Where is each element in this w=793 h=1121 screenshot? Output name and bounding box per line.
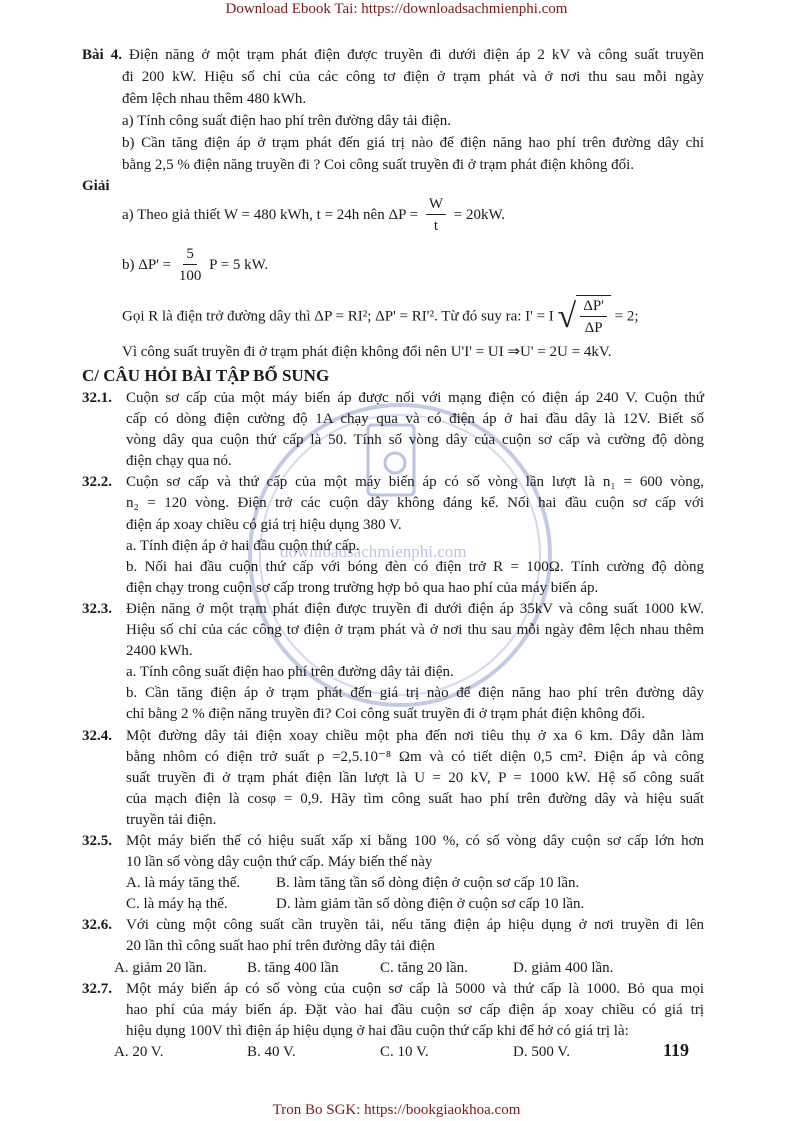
- text-line: 20 lần thì công suất hao phí trên đường dây tải điện: [126, 938, 435, 955]
- text-line: 10 lần số vòng dây cuộn thứ cấp. Máy biến thế này: [126, 854, 433, 871]
- exercise-4: [82, 44, 704, 197]
- exercise-text: Điện năng ở một trạm phát điện được truyền đi dưới điện áp 2 kV và công suất truyền: [129, 47, 704, 63]
- text-line: hao phí của máy biến áp. Đặt vào hai đầu cuộn sơ cấp điện áp xoay chiều có giá trị: [126, 1001, 704, 1018]
- text-line: Cuộn sơ cấp và thứ cấp của một máy biến áp có số vòng lần lượt là n₁ = 600 vòng,: [126, 474, 704, 491]
- page-number: 119: [663, 1040, 690, 1060]
- question-list: [82, 388, 704, 1063]
- answer-option[interactable]: C. là máy hạ thế.: [126, 896, 228, 913]
- text-line: Một máy biến thế có hiệu suất xấp xỉ bằng 100 %, có số vòng dây cuộn sơ cấp lớn hơn: [126, 832, 704, 849]
- question-paragraph: [126, 662, 704, 683]
- answer-option[interactable]: C. 10 V.: [380, 1043, 429, 1060]
- answer-option[interactable]: D. 500 V.: [513, 1043, 570, 1060]
- part-a: a) Tính công suất điện hao phí trên đường dây tải điện.: [122, 113, 452, 129]
- text-line: Điện năng ở một trạm phát điện được truyền đi dưới điện áp 35kV và công suất 1000 kW.: [126, 600, 704, 617]
- text-line: Một máy biến áp có số vòng của cuộn sơ cấp là 5000 và thứ cấp là 1000. Bỏ qua mọi: [126, 980, 704, 997]
- answer-option[interactable]: C. tăng 20 lần.: [380, 959, 468, 976]
- text-line: 2400 kWh.: [126, 643, 193, 660]
- answer-options: [114, 1042, 704, 1063]
- part-b: b) Cần tăng điện áp ở trạm phát đến giá trị nào để điện năng hao phí trên đường dây chỉ bằng 2,5 % điện năng truyền đi ? Coi công suất truyền đi ở trạm phát điện không đổi.: [122, 135, 704, 173]
- question-item: [82, 472, 704, 599]
- question-number: 32.6.: [82, 917, 112, 934]
- question-paragraph: [126, 557, 704, 599]
- text-line: Một đường dây tải điện xoay chiều một pha đến nơi tiêu thụ ở xa 6 km. Dây dẫn làm: [126, 727, 704, 744]
- question-paragraph: [126, 388, 704, 472]
- answer-option[interactable]: A. là máy tăng thế.: [126, 875, 241, 892]
- text-line: điện áp xoay chiều có giá trị hiệu dụng 380 V.: [126, 516, 402, 533]
- answer-options: [126, 873, 704, 894]
- text-line: truyền tải điện.: [126, 811, 217, 828]
- question-item: [82, 726, 704, 831]
- question-item: [82, 599, 704, 726]
- text-line: hiệu dụng 100V thì điện áp hiệu dụng ở hai đầu cuộn thứ cấp khi để hở có giá trị là:: [126, 1022, 629, 1039]
- question-number: 32.5.: [82, 832, 112, 849]
- header-download-link[interactable]: Download Ebook Tai: https://downloadsachmienphi.com: [225, 1, 568, 17]
- question-item: [82, 979, 704, 1063]
- text-line: cấp có dòng điện cường độ 1A chạy qua và có điện áp ở hai đầu dây là 12V. Biết số: [126, 411, 704, 428]
- text-line: suất truyền đi ở trạm phát điện lần lượt là U = 20 kV, P = 1000 kW. Hệ số công suất: [126, 769, 704, 786]
- question-item: [82, 831, 704, 915]
- answer-options: [126, 894, 704, 915]
- question-item: [82, 915, 704, 978]
- question-paragraph: [126, 726, 704, 831]
- text-line: n₂ = 120 vòng. Điện trở các cuộn dây không đáng kể. Nối hai đầu cuộn sơ cấp với: [126, 495, 704, 512]
- text-line: bằng nhôm có điện trở suất ρ =2,5.10⁻⁸ Ωm và có tiết diện 0,5 cm². Điện áp và công: [126, 748, 704, 765]
- question-item: [82, 388, 704, 472]
- text-line: điện chạy trong cuộn sơ cấp trong trường hợp bỏ qua hao phí của máy biến áp.: [126, 579, 599, 596]
- solution-label: Giải: [82, 178, 110, 194]
- text-line: Hiệu số chỉ của các công tơ điện ở trạm phát và ở nơi thu sau mỗi ngày đêm lệch nhau thêm: [126, 622, 704, 639]
- answer-option[interactable]: A. 20 V.: [114, 1043, 164, 1060]
- text-line: điện chạy qua nó.: [126, 453, 232, 470]
- text-line: Cuộn sơ cấp của một máy biến áp được nối với mạng điện có điện áp 240 V. Cuộn thứ: [126, 390, 704, 406]
- answer-option[interactable]: B. làm tăng tần số dòng điện ở cuộn sơ cấp 10 lần.: [276, 875, 580, 892]
- question-number: 32.3.: [82, 600, 112, 617]
- question-paragraph: [126, 915, 704, 957]
- text-line: b. Nối hai đầu cuộn thứ cấp với bóng đèn có điện trở R = 100Ω. Tính cường độ dòng: [126, 558, 704, 575]
- footer-sgk-link[interactable]: Tron Bo SGK: https://bookgiaokhoa.com: [272, 1102, 521, 1118]
- text-line: a. Tính điện áp ở hai đầu cuộn thứ cấp.: [126, 537, 360, 554]
- text-line: Với cùng một công suất cần truyền tải, nếu tăng điện áp hiệu dụng ở nơi truyền đi lên: [126, 917, 704, 934]
- solution-b: b) ΔP' = $\frac{5}{100}$ P = 5 kW.: [122, 244, 268, 287]
- solution-c: Gọi R là điện trở đường dây thì ΔP = RI²; ΔP' = RI'². Từ đó suy ra: I' = I √ $\frac{\Delta P'}{\Delta P}$ = 2;: [122, 295, 639, 339]
- text-line: b. Cần tăng điện áp ở trạm phát đến giá trị nào để điện năng hao phí trên đường dây: [126, 685, 704, 702]
- question-number: 32.4.: [82, 727, 112, 744]
- question-paragraph: [126, 472, 704, 535]
- section-heading: C/ CÂU HỎI BÀI TẬP BỔ SUNG: [82, 366, 330, 385]
- fraction: $\frac{5}{100}$: [178, 246, 202, 284]
- text-line: a. Tính công suất điện hao phí trên đường dây tải điện.: [126, 664, 454, 681]
- question-number: 32.2.: [82, 474, 112, 491]
- answer-option[interactable]: B. 40 V.: [247, 1043, 296, 1060]
- solution-d: Vì công suất truyền đi ở trạm phát điện không đổi nên U'I' = UI ⇒U' = 2U = 4kV.: [122, 344, 612, 360]
- answer-option[interactable]: B. tăng 400 lần: [247, 959, 339, 976]
- solution-a: a) Theo giả thiết W = 480 kWh, t = 24h nên ΔP = $\frac{W}{t}$ = 20kW.: [122, 194, 505, 237]
- question-paragraph: [126, 979, 704, 1042]
- question-number: 32.7.: [82, 980, 112, 997]
- question-paragraph: [126, 599, 704, 662]
- square-root: √ $\frac{\Delta P'}{\Delta P}$: [558, 295, 611, 339]
- question-paragraph: [126, 683, 704, 725]
- text-line: của mạch điện là cosφ = 0,9. Hãy tìm công suất hao phí trên đường dây và hiệu suất: [126, 790, 704, 807]
- text-line: chỉ bằng 2 % điện năng truyền đi? Coi công suất truyền đi ở trạm phát điện không đổi.: [126, 706, 646, 723]
- text-line: vòng dây qua cuộn thứ cấp là 50. Tính số vòng dây của cuộn sơ cấp và cường độ dòng: [126, 432, 704, 449]
- answer-options: [114, 958, 704, 979]
- exercise-label: Bài 4.: [82, 47, 122, 63]
- exercise-text-cont: đi 200 kW. Hiệu số chỉ của các công tơ điện ở trạm phát và ở nơi thu sau mỗi ngày đêm lệch nhau thêm 480 kWh.: [122, 69, 704, 107]
- watermark-text: downloadsachmienphi.com: [280, 542, 467, 561]
- question-paragraph: [126, 831, 704, 873]
- question-number: 32.1.: [82, 390, 112, 406]
- answer-option[interactable]: D. làm giảm tần số dòng điện ở cuộn sơ cấp 10 lần.: [276, 896, 585, 913]
- fraction: $\frac{W}{t}$: [426, 194, 446, 237]
- answer-option[interactable]: D. giảm 400 lần.: [513, 959, 614, 976]
- question-paragraph: [126, 536, 704, 557]
- answer-option[interactable]: A. giảm 20 lần.: [114, 959, 207, 976]
